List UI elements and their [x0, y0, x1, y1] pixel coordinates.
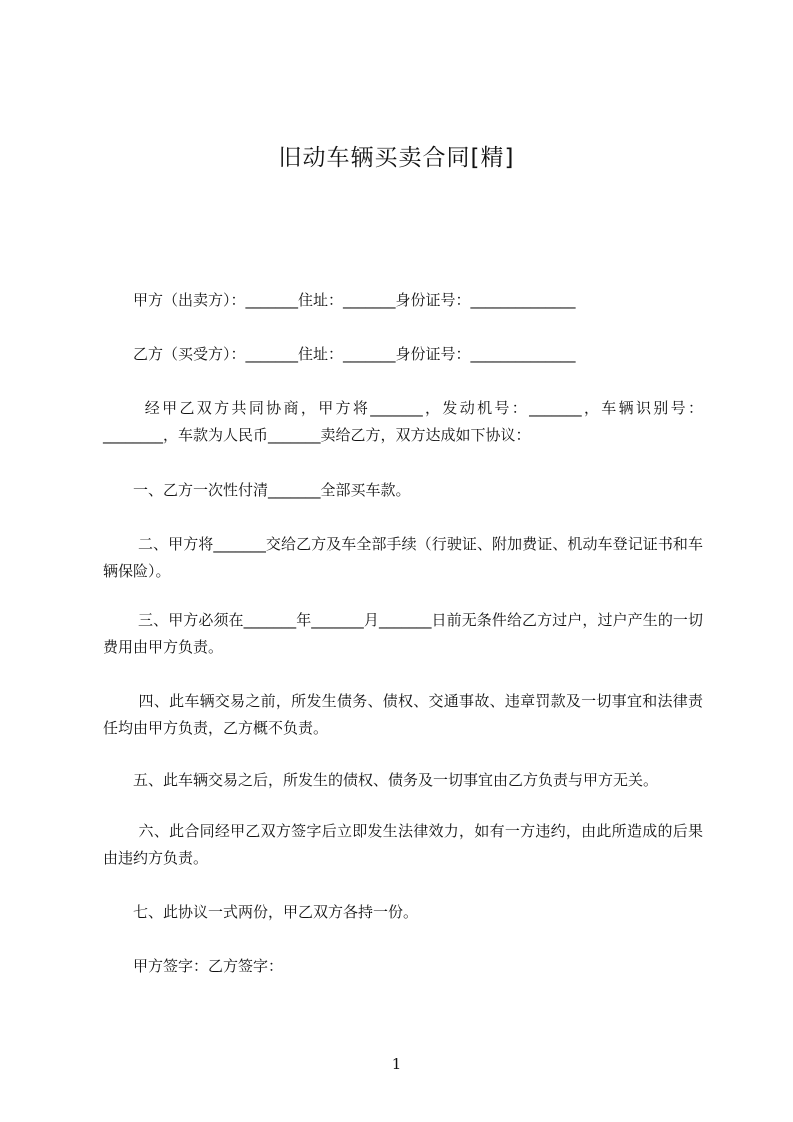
clause-5: 五、此车辆交易之后，所发生的债权、债务及一切事宜由乙方负责与甲方无关。: [103, 771, 659, 789]
clause-6: 六、此合同经甲乙双方签字后立即发生法律效力，如有一方违约，由此所造成的后果由违约方负责。: [103, 822, 703, 867]
clause-1: 一、乙方一次性付清_______全部买车款。: [103, 481, 411, 499]
page-number: 1: [391, 1055, 402, 1073]
clause-4: 四、此车辆交易之前，所发生债务、债权、交通事故、违章罚款及一切事宜和法律责任均由甲方负责，乙方概不负责。: [103, 692, 703, 737]
party-b-info: 乙方（买受方）：_______住址：_______身份证号：______________: [103, 345, 576, 363]
clause-2: 二、甲方将_______交给乙方及车全部手续（行驶证、附加费证、机动车登记证书和车辆保险）。: [103, 535, 703, 580]
party-a-info: 甲方（出卖方）：_______住址：_______身份证号：______________: [103, 291, 576, 309]
signature-line: 甲方签字：乙方签字：: [103, 957, 284, 975]
clause-7: 七、此协议一式两份，甲乙双方各持一份。: [103, 903, 419, 921]
document-title: 旧动车辆买卖合同[精]: [278, 145, 515, 171]
clause-3: 三、甲方必须在_______年_______月_______日前无条件给乙方过户，过户产生的一切费用由甲方负责。: [103, 611, 703, 656]
agreement-intro: 经甲乙双方共同协商，甲方将_______，发动机号：_______，车辆识别号：________，车款为人民币_______卖给乙方，双方达成如下协议：: [103, 399, 703, 444]
